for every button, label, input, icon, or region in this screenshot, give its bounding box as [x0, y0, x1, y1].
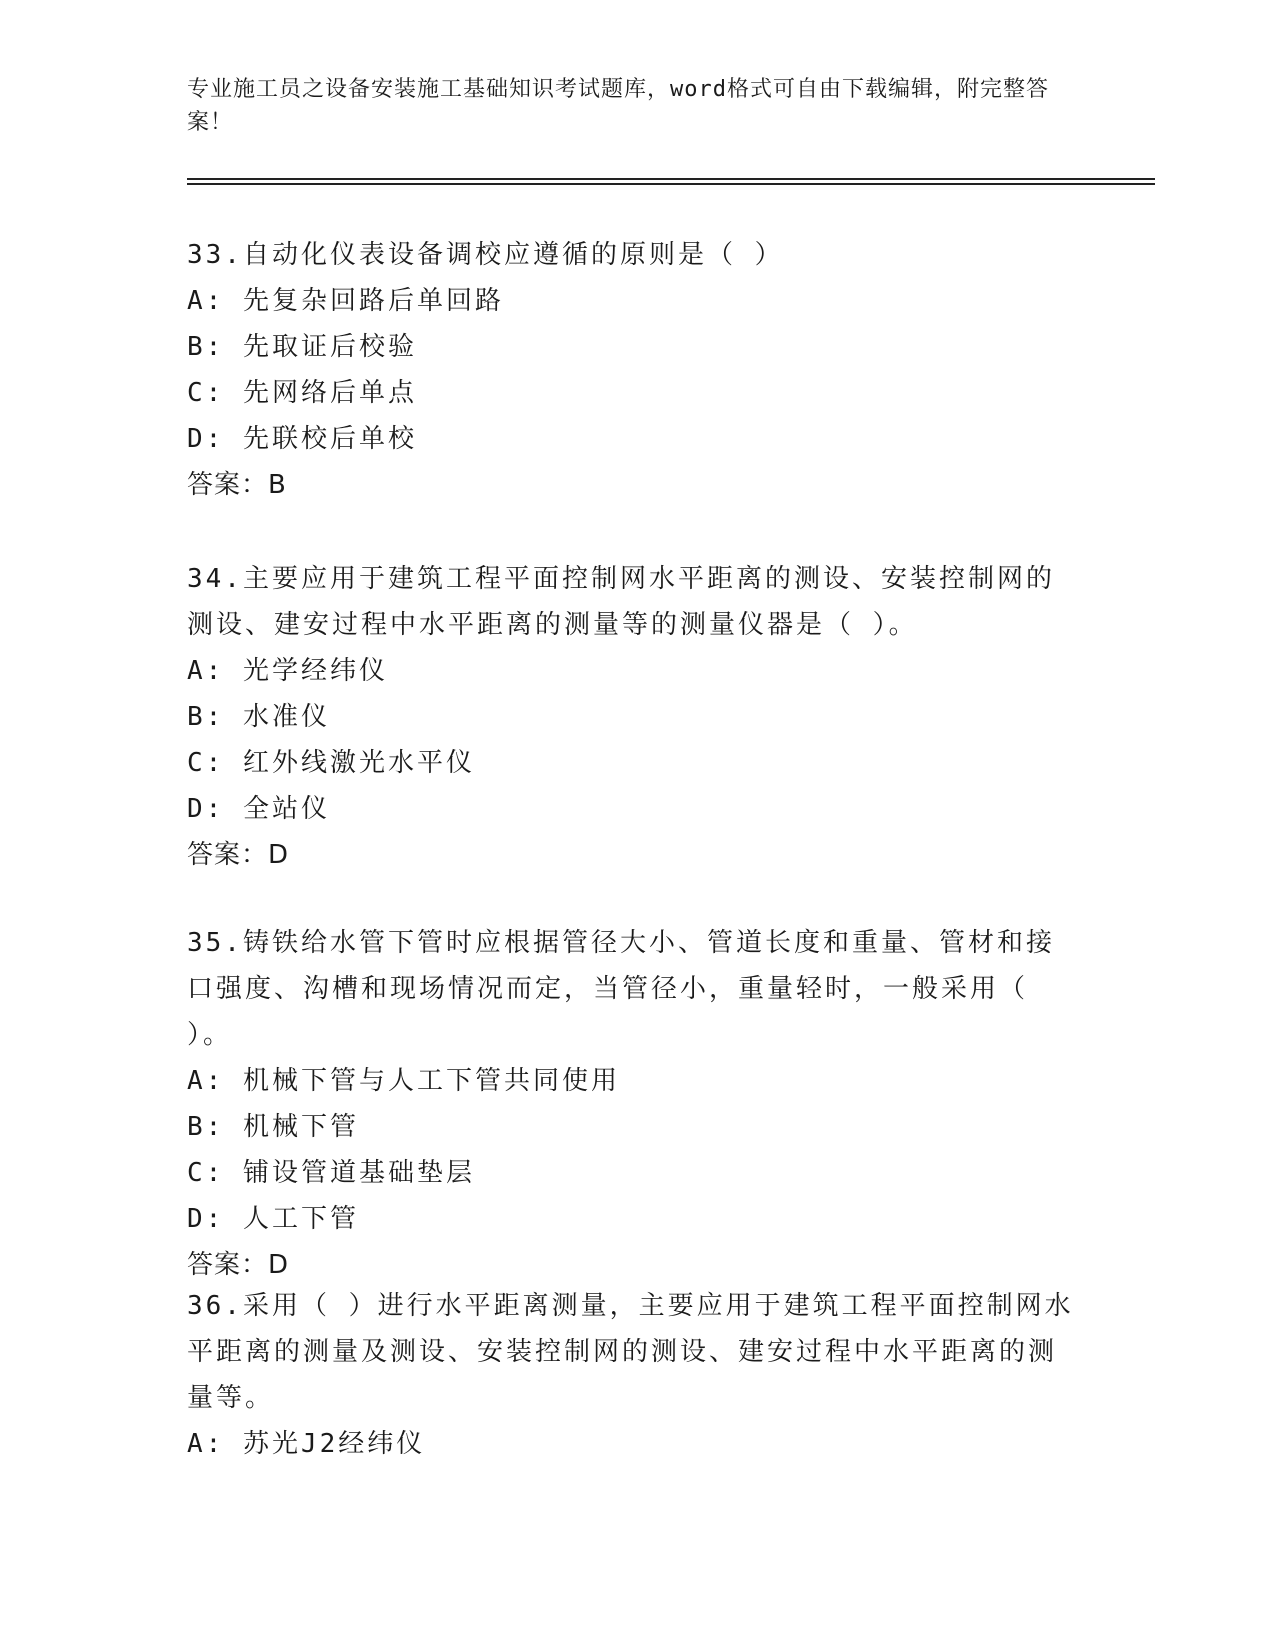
option-b: B: 机械下管: [187, 1112, 359, 1142]
option-b: B: 先取证后校验: [187, 332, 417, 362]
header-divider-line: [187, 178, 1155, 180]
option-a: A: 光学经纬仪: [187, 656, 388, 686]
document-header: 专业施工员之设备安装施工基础知识考试题库，word格式可自由下载编辑，附完整答案！: [187, 77, 1049, 135]
question-stem: 35.铸铁给水管下管时应根据管径大小、管道长度和重量、管材和接口强度、沟槽和现场情况而定，当管径小，重量轻时，一般采用（ ）。: [187, 928, 1055, 1050]
answer-line: 答案：B: [187, 470, 287, 500]
option-d: D: 人工下管: [187, 1204, 359, 1234]
option-a: A: 机械下管与人工下管共同使用: [187, 1066, 620, 1096]
option-a: A: 先复杂回路后单回路: [187, 286, 504, 316]
option-d: D: 先联校后单校: [187, 424, 417, 454]
option-c: C: 红外线激光水平仪: [187, 748, 475, 778]
question-stem: 33.自动化仪表设备调校应遵循的原则是（ ）: [187, 240, 784, 270]
question-block: [187, 920, 1077, 1288]
option-c: C: 铺设管道基础垫层: [187, 1158, 475, 1188]
question-stem: 34.主要应用于建筑工程平面控制网水平距离的测设、安装控制网的测设、建安过程中水平距离的测量等的测量仪器是（ ）。: [187, 564, 1055, 640]
answer-line: 答案：D: [187, 840, 290, 870]
question-block: [187, 556, 1077, 878]
question-stem: 36.采用（ ）进行水平距离测量，主要应用于建筑工程平面控制网水平距离的测量及测设、安装控制网的测设、建安过程中水平距离的测量等。: [187, 1291, 1074, 1413]
option-c: C: 先网络后单点: [187, 378, 417, 408]
question-block: [187, 1283, 1077, 1467]
answer-line: 答案：D: [187, 1250, 290, 1280]
option-b: B: 水准仪: [187, 702, 330, 732]
option-a: A: 苏光J2经纬仪: [187, 1429, 426, 1459]
header-divider-line: [187, 183, 1155, 185]
option-d: D: 全站仪: [187, 794, 330, 824]
question-block: [187, 232, 1077, 508]
